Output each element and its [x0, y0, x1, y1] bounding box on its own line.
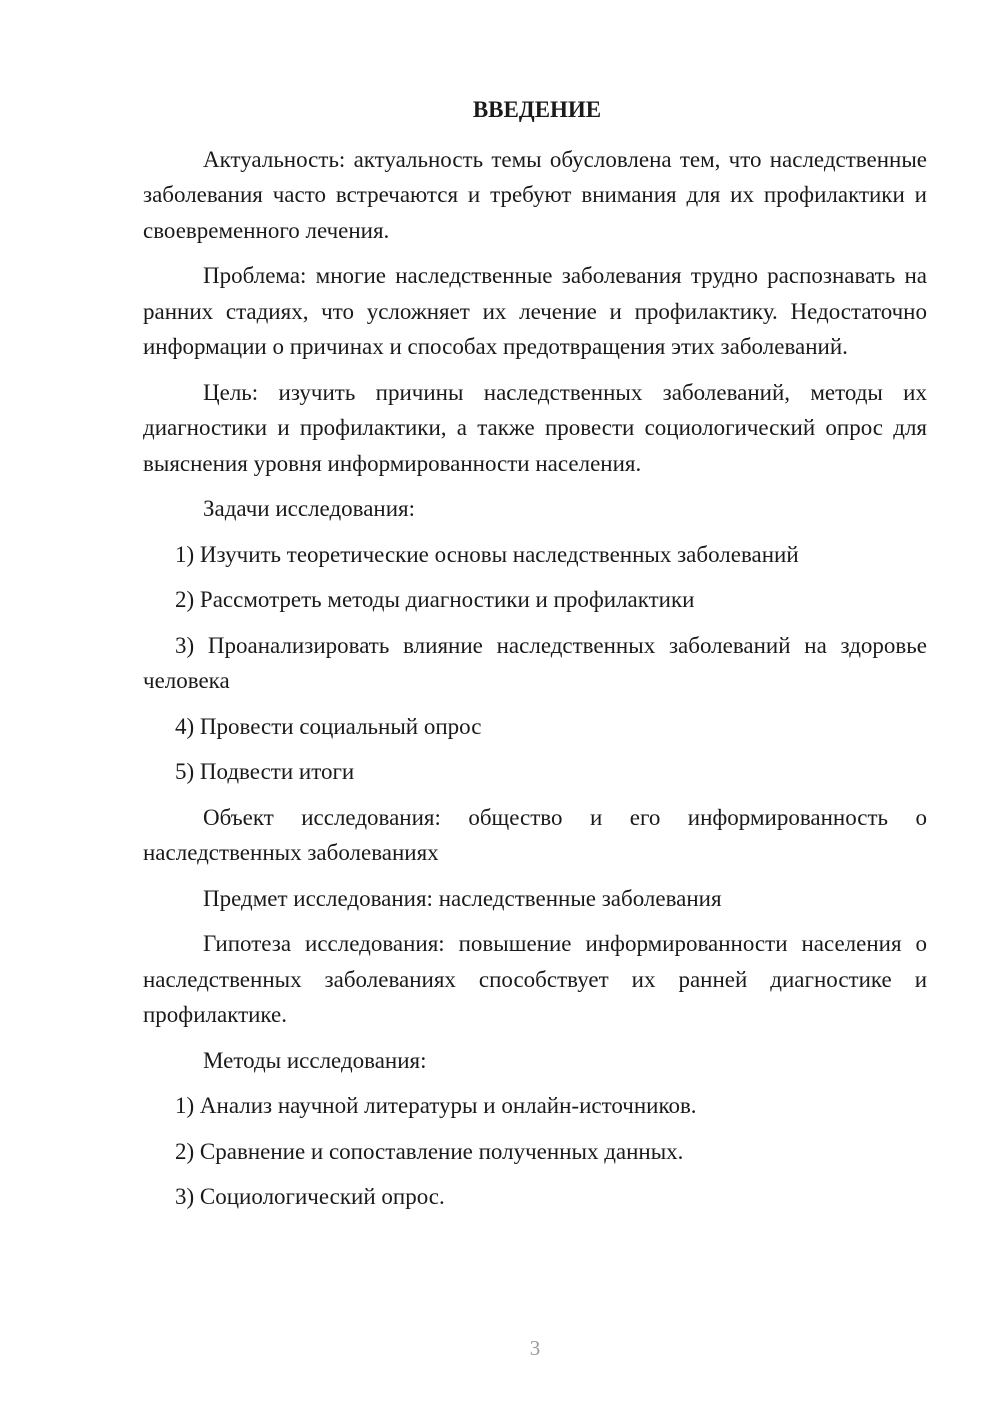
task-item-2: 2) Рассмотреть методы диагностики и профилактики — [175, 587, 695, 612]
page-content — [143, 92, 927, 1225]
task-item-3: 3) Проанализировать влияние наследственных заболеваний на здоровье человека — [143, 632, 927, 693]
problem-paragraph: Проблема: многие наследственные заболевания трудно распознавать на ранних стадиях, что усложняет их лечение и профилактику. Недостаточно информации о причинах и способах предотвращения этих заболеваний. — [143, 263, 927, 359]
section-heading: ВВЕДЕНИЕ — [472, 97, 602, 122]
hypothesis-paragraph: Гипотеза исследования: повышение информированности населения о наследственных заболеваниях способствует их ранней диагностике и профилактике. — [143, 931, 927, 1027]
task-item-4: 4) Провести социальный опрос — [175, 713, 482, 739]
task-item-1: 1) Изучить теоретические основы наследственных заболеваний — [175, 541, 799, 567]
task-item-5: 5) Подвести итоги — [175, 759, 355, 784]
goal-paragraph: Цель: изучить причины наследственных заболеваний, методы их диагностики и профилактики, а также провести социологический опрос для выяснения уровня информированности населения. — [143, 379, 927, 476]
object-paragraph: Объект исследования: общество и его информированность о наследственных заболеваниях — [143, 804, 927, 865]
relevance-paragraph: Актуальность: актуальность темы обусловлена тем, что наследственные заболевания часто встречаются и требуют внимания для их профилактики и своевременного лечения. — [143, 146, 927, 243]
methods-title: Методы исследования: — [203, 1047, 427, 1073]
tasks-title: Задачи исследования: — [203, 496, 416, 521]
subject-paragraph: Предмет исследования: наследственные заболевания — [203, 885, 722, 911]
method-item-3: 3) Социологический опрос. — [175, 1184, 445, 1209]
method-item-2: 2) Сравнение и сопоставление полученных данных. — [175, 1138, 684, 1164]
method-item-1: 1) Анализ научной литературы и онлайн-источников. — [175, 1093, 697, 1118]
page-number: 3 — [529, 1336, 541, 1360]
